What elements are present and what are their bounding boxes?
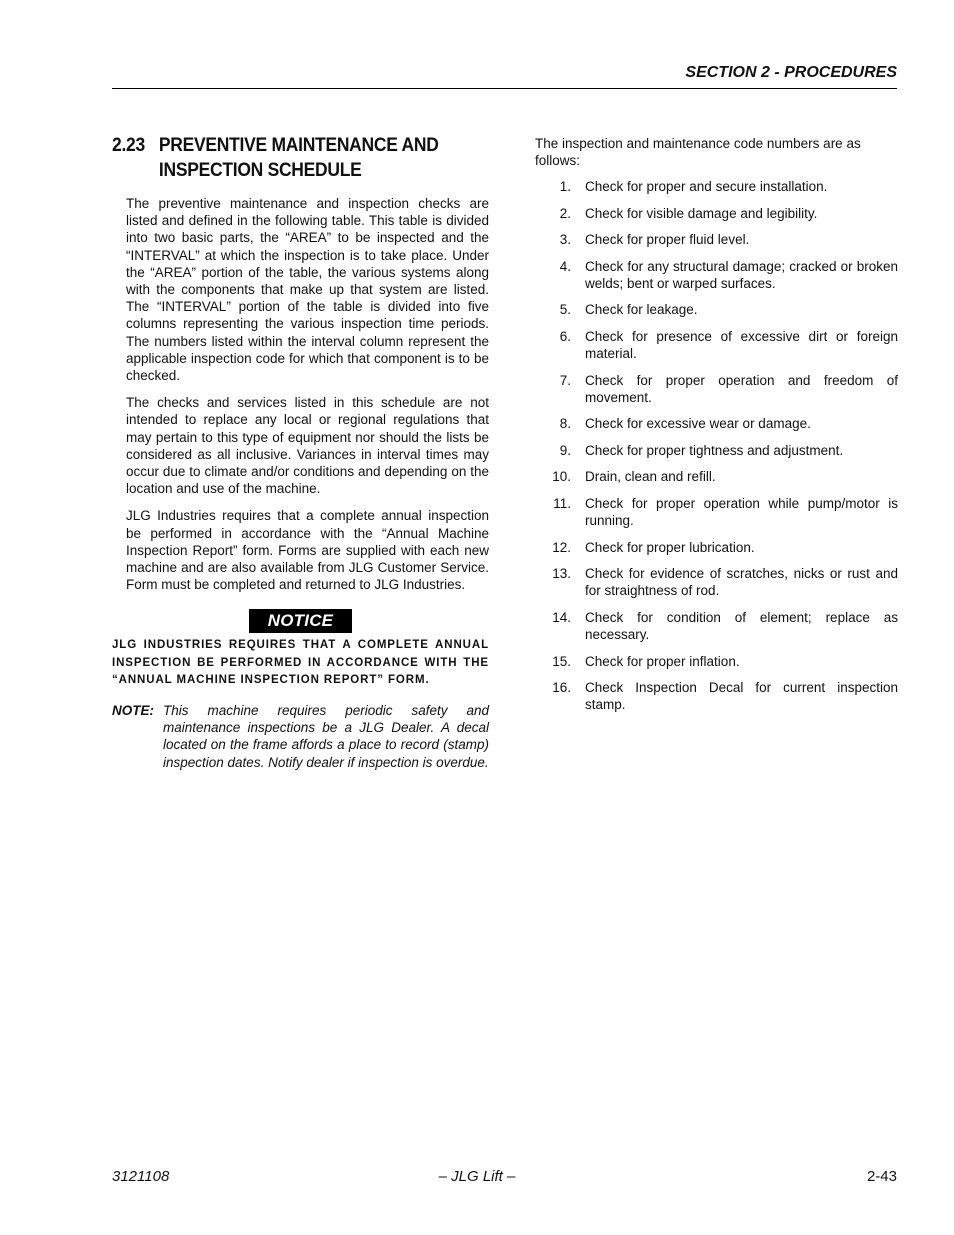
code-text: Check for visible damage and legibility. <box>585 205 818 221</box>
paragraph: JLG Industries requires that a complete annual inspection be performed in accordance with the “Annual Machine Inspection Report” form. Forms are supplied with each new machine and are also available from JLG Customer Service. Form must be completed and returned to JLG Industries. <box>126 508 489 593</box>
code-number: 5. <box>559 302 571 318</box>
list-item <box>535 258 898 293</box>
code-number: 2. <box>559 205 571 221</box>
right-column <box>535 135 898 723</box>
list-item <box>535 679 898 714</box>
section-header: SECTION 2 - PROCEDURES <box>685 64 897 81</box>
header-rule <box>112 88 897 89</box>
list-item <box>535 415 898 432</box>
list-item <box>535 328 898 363</box>
code-text: Check for proper inflation. <box>585 653 740 669</box>
note-block <box>112 702 489 771</box>
note-label: NOTE: <box>112 702 154 718</box>
list-item <box>535 539 898 556</box>
code-number: 8. <box>559 416 571 432</box>
code-text: Check for presence of excessive dirt or foreign material. <box>585 328 898 362</box>
note-text: This machine requires periodic safety and maintenance inspections be a JLG Dealer. A decal located on the frame affords a place to record (stamp) inspection dates. Notify dealer if inspection is overdue. <box>163 702 489 770</box>
code-text: Check for proper and secure installation. <box>585 179 828 195</box>
list-item <box>535 495 898 530</box>
heading-line-2: INSPECTION SCHEDULE <box>158 160 362 181</box>
code-number: 15. <box>552 653 571 669</box>
code-text: Check for proper tightness and adjustment. <box>585 442 844 458</box>
list-item <box>535 565 898 600</box>
left-column <box>112 133 489 771</box>
code-number: 6. <box>559 328 571 344</box>
list-item <box>535 442 898 459</box>
code-text: Check for leakage. <box>585 302 698 318</box>
code-text: Check for any structural damage; cracked or broken welds; bent or warped surfaces. <box>585 258 898 292</box>
list-item <box>535 372 898 407</box>
code-number: 3. <box>559 232 571 248</box>
list-item <box>535 653 898 670</box>
code-text: Check Inspection Decal for current inspection stamp. <box>585 679 898 713</box>
notice-badge: NOTICE <box>249 609 352 633</box>
list-item <box>535 231 898 248</box>
code-text: Check for proper lubrication. <box>585 539 755 555</box>
code-text: Check for proper operation and freedom of movement. <box>585 372 898 406</box>
footer-page-number: 2-43 <box>866 1168 897 1185</box>
code-number: 12. <box>552 539 571 555</box>
heading-number: 2.23 <box>112 135 145 156</box>
notice-header <box>112 609 489 633</box>
footer-doc-number: 3121108 <box>112 1168 170 1185</box>
codes-intro: The inspection and maintenance code numbers are as follows: <box>535 136 861 169</box>
code-number: 4. <box>559 258 571 274</box>
code-text: Check for evidence of scratches, nicks or rust and for straightness of rod. <box>585 565 898 599</box>
code-text: Check for proper fluid level. <box>585 232 750 248</box>
footer-title: – JLG Lift – <box>438 1168 516 1185</box>
code-text: Drain, clean and refill. <box>585 469 716 485</box>
code-text: Check for proper operation while pump/motor is running. <box>585 495 898 529</box>
heading-line-1: PREVENTIVE MAINTENANCE AND <box>158 135 439 156</box>
list-item <box>535 468 898 485</box>
inspection-code-list <box>535 178 898 713</box>
code-number: 16. <box>552 679 571 695</box>
code-number: 10. <box>552 469 571 485</box>
paragraph: The preventive maintenance and inspection checks are listed and defined in the following table. This table is divided into two basic parts, the “AREA” to be inspected and the “INTERVAL” at which the inspection is to take place. Under the “AREA” portion of the table, the various systems along with the components that make up that system are listed. The “INTERVAL” portion of the table is divided into five columns representing the various inspection time periods. The numbers listed within the interval column represent the applicable inspection code for which that component is to be checked. <box>126 196 489 384</box>
code-number: 7. <box>559 372 571 388</box>
list-item <box>535 301 898 318</box>
code-text: Check for condition of element; replace as necessary. <box>585 609 898 643</box>
list-item <box>535 609 898 644</box>
notice-text: JLG INDUSTRIES REQUIRES THAT A COMPLETE ANNUAL INSPECTION BE PERFORMED IN ACCORDANCE WITH THE “ANNUAL MACHINE INSPECTION REPORT” FORM. <box>112 639 489 687</box>
code-number: 14. <box>552 609 571 625</box>
code-number: 13. <box>552 565 571 581</box>
code-number: 11. <box>553 495 571 511</box>
code-number: 1. <box>559 179 571 195</box>
list-item <box>535 205 898 222</box>
paragraph: The checks and services listed in this schedule are not intended to replace any local or regional regulations that may pertain to this type of equipment nor should the lists be considered as all inclusive. Variances in interval times may occur due to climate and/or conditions and depending on the location and use of the machine. <box>126 395 489 497</box>
list-item <box>535 178 898 195</box>
code-number: 9. <box>559 442 571 458</box>
section-heading <box>112 133 459 183</box>
code-text: Check for excessive wear or damage. <box>585 416 811 432</box>
